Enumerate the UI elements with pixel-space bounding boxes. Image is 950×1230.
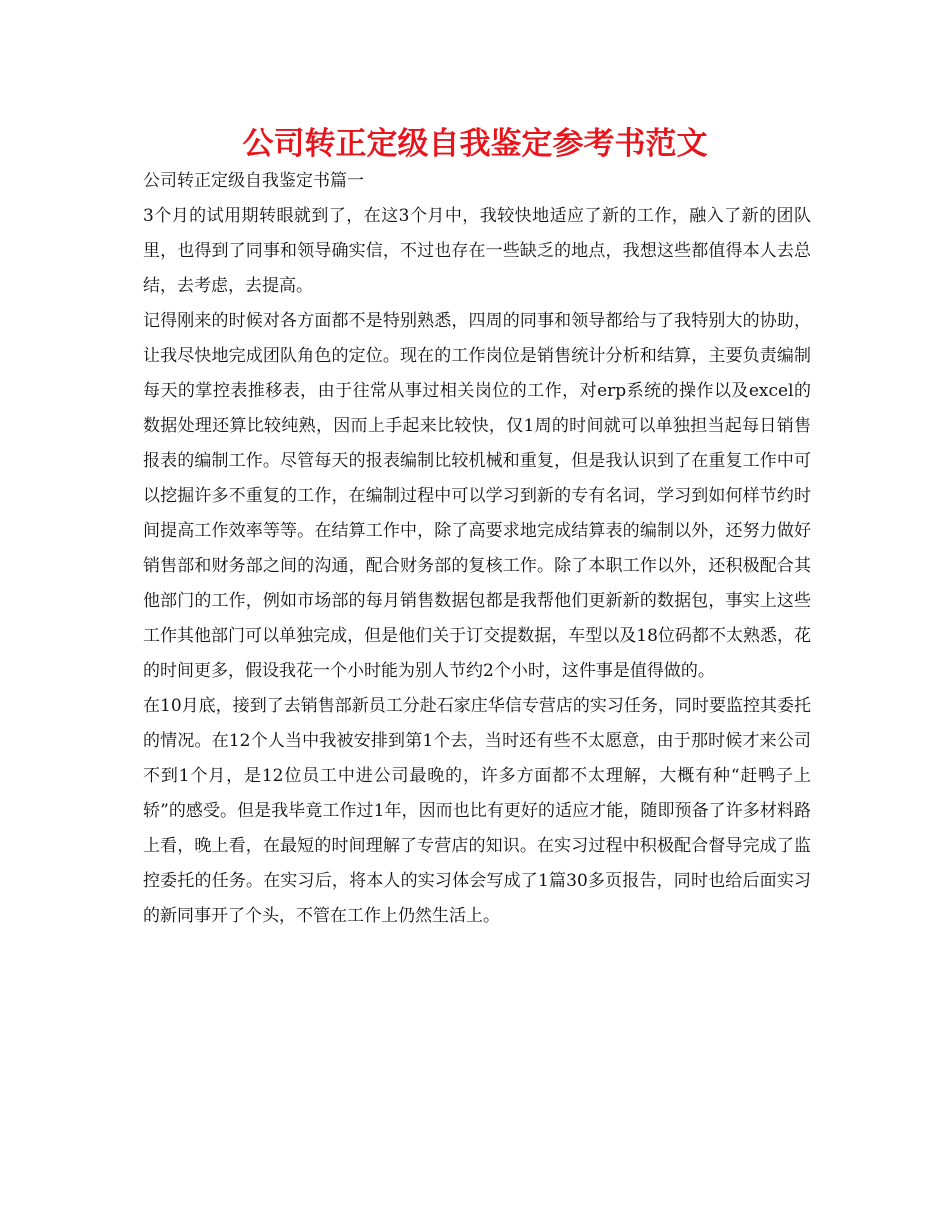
section-heading: 公司转正定级自我鉴定书篇一 — [143, 171, 364, 191]
document-title: 公司转正定级自我鉴定参考书范文 — [242, 126, 708, 162]
paragraph-1: 3个月的试用期转眼就到了，在这3个月中，我较快地适应了新的工作，融入了新的团队里，也得到了同事和领导确实信，不过也存在一些缺乏的地点，我想这些都值得本人去总结，去考虑，去提高。 — [143, 206, 811, 296]
paragraph-2: 记得刚来的时候对各方面都不是特别熟悉，四周的同事和领导都给与了我特别大的协助，让我尽快地完成团队角色的定位。现在的工作岗位是销售统计分析和结算，主要负责编制每天的掌控表推移表，由于往常从事过相关岗位的工作，对erp系统的操作以及excel的数据处理还算比较纯熟，因而上手起来比较快，仅1周的时间就可以单独担当起每日销售报表的编制工作。尽管每天的报表编制比较机械和重复，但是我认识到了在重复工作中可以挖掘许多不重复的工作，在编制过程中可以学习到新的专有名词，学习到如何样节约时间提高工作效率等等。在结算工作中，除了高要求地完成结算表的编制以外，还努力做好销售部和财务部之间的沟通，配合财务部的复核工作。除了本职工作以外，还积极配合其他部门的工作，例如市场部的每月销售数据包都是我帮他们更新新的数据包，事实上这些工作其他部门可以单独完成，但是他们关于订交提数据，车型以及18位码都不太熟悉，花的时间更多，假设我花一个小时能为别人节约2个小时，这件事是值得做的。 — [143, 311, 811, 681]
paragraph-3: 在10月底，接到了去销售部新员工分赴石家庄华信专营店的实习任务，同时要监控其委托的情况。在12个人当中我被安排到第1个去，当时还有些不太愿意，由于那时候才来公司不到1个月，是12位员工中进公司最晚的，许多方面都不太理解，大概有种“赶鸭子上轿”的感受。但是我毕竟工作过1年，因而也比有更好的适应才能，随即预备了许多材料路上看，晚上看，在最短的时间理解了专营店的知识。在实习过程中积极配合督导完成了监控委托的任务。在实习后，将本人的实习体会写成了1篇30多页报告，同时也给后面实习的新同事开了个头，不管在工作上仍然生活上。 — [143, 696, 811, 926]
document-body — [143, 164, 811, 934]
